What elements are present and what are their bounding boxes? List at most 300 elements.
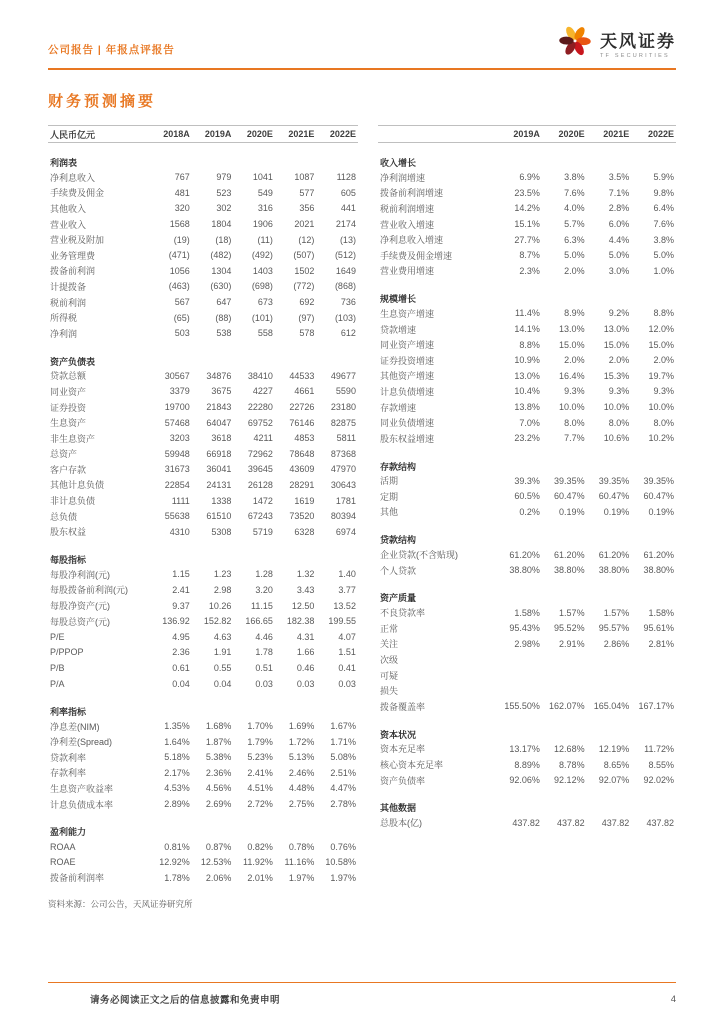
table-row <box>48 384 358 400</box>
cell-value: 5.0% <box>564 250 585 261</box>
cell-value: 7.6% <box>653 219 674 230</box>
cell-value: (13) <box>339 234 356 245</box>
section-title: 贷款结构 <box>379 535 416 546</box>
table-row <box>378 352 676 368</box>
section-title-row <box>378 446 676 473</box>
row-label: 净利润增速 <box>379 172 425 183</box>
table-row <box>378 337 676 353</box>
cell-value: 12.68% <box>554 743 585 754</box>
table-row <box>48 598 358 614</box>
row-label: 其他资产增速 <box>379 371 434 382</box>
cell-value: 21843 <box>206 402 232 413</box>
cell-value: 39.3% <box>514 475 540 486</box>
row-label: P/A <box>50 678 65 689</box>
row-label: 每股总资产(元) <box>50 616 110 627</box>
cell-value: 1.32 <box>296 569 315 580</box>
cell-value: (19) <box>173 234 190 245</box>
cell-value: 2.78% <box>330 799 356 810</box>
cell-value: 1056 <box>169 265 190 276</box>
cell-value: (88) <box>215 312 232 323</box>
cell-value: 13.52 <box>333 600 356 611</box>
cell-value: 7.7% <box>564 433 585 444</box>
section-title-row <box>378 143 676 170</box>
row-label: 营业收入增速 <box>379 219 434 230</box>
cell-value: 11.72% <box>644 743 674 754</box>
cell-value: 13.8% <box>514 402 540 413</box>
brand-name: 天风证券 <box>600 31 676 51</box>
cell-value: 64047 <box>206 417 232 428</box>
cell-value: 11.15 <box>251 600 273 611</box>
table-row <box>48 201 358 217</box>
cell-value: 47970 <box>330 464 356 475</box>
breadcrumb: 公司报告 | 年报点评报告 <box>48 44 175 56</box>
cell-value: 19.7% <box>648 370 674 381</box>
cell-value: 8.8% <box>519 339 540 350</box>
cell-value <box>497 667 542 683</box>
row-label: 资本充足率 <box>379 744 425 755</box>
row-label: 非生息资产 <box>50 433 96 444</box>
row-label: 贷款总额 <box>50 371 87 382</box>
row-label: 总负债 <box>50 511 78 522</box>
cell-value: 1.71% <box>330 736 356 747</box>
cell-value: 1.78 <box>255 647 273 658</box>
cell-value: 1.15 <box>172 569 190 580</box>
cell-value: 1568 <box>169 219 190 230</box>
table-row <box>378 430 676 446</box>
cell-value: 503 <box>174 328 190 339</box>
cell-value: 2.98 <box>213 584 232 595</box>
cell-value: 4.53% <box>164 783 190 794</box>
cell-value: 0.19% <box>603 506 630 517</box>
row-label: 拨备覆盖率 <box>379 701 425 712</box>
cell-value: 0.03 <box>296 678 315 689</box>
cell-value: 0.82% <box>247 841 273 852</box>
cell-value: 2.75% <box>288 799 315 810</box>
cell-value: 1.87% <box>205 736 232 747</box>
cell-value: 13.0% <box>514 370 540 381</box>
cell-value: 4.0% <box>564 203 585 214</box>
cell-value: 441 <box>340 203 356 214</box>
cell-value: 4.47% <box>330 783 356 794</box>
cell-value: 78648 <box>289 448 315 459</box>
cell-value: 3618 <box>211 433 232 444</box>
row-label: 同业资产增速 <box>379 340 434 351</box>
year-label: 2021E <box>587 126 632 143</box>
cell-value: 5.13% <box>288 752 315 763</box>
page-number: 4 <box>670 993 676 1005</box>
cell-value: 61.20% <box>554 549 585 560</box>
row-label: 拨备前利润率 <box>50 873 105 884</box>
cell-value: 1.58% <box>648 607 674 618</box>
cell-value: 567 <box>174 297 190 308</box>
cell-value: 22280 <box>247 402 273 413</box>
table-row <box>378 547 676 563</box>
cell-value <box>587 667 632 683</box>
cell-value: 4.63 <box>213 631 232 642</box>
cell-value: 10.6% <box>603 433 630 444</box>
table-row <box>48 446 358 462</box>
cell-value: 9.8% <box>653 187 674 198</box>
cell-value: 5.38% <box>205 752 232 763</box>
unit-label <box>378 126 497 143</box>
row-label: 生息资产 <box>50 418 87 429</box>
row-label: 所得税 <box>50 313 78 324</box>
cell-value: 1.67% <box>330 721 356 732</box>
cell-value: 155.50% <box>504 701 540 712</box>
section-title-row <box>378 788 676 815</box>
cell-value: 3.8% <box>564 172 585 183</box>
section-title: 资产质量 <box>379 593 416 604</box>
cell-value: 1041 <box>252 172 273 183</box>
cell-value: 4227 <box>252 386 273 397</box>
cell-value: 11.92% <box>243 857 273 868</box>
cell-value: 8.89% <box>514 759 540 770</box>
cell-value: 605 <box>340 187 356 198</box>
header-divider <box>48 68 676 70</box>
cell-value: 1.64% <box>164 736 190 747</box>
tf-securities-flower-icon <box>557 22 593 63</box>
cell-value: 2.3% <box>519 265 540 276</box>
cell-value: 2.0% <box>608 355 630 366</box>
cell-value: 0.46 <box>296 662 315 673</box>
cell-value: 5.7% <box>564 219 585 230</box>
table-row <box>48 430 358 446</box>
table-row <box>378 741 676 757</box>
cell-value: 82875 <box>330 417 356 428</box>
cell-value: 9.3% <box>608 386 630 397</box>
cell-value: 10.0% <box>603 402 630 413</box>
cell-value: 38.80% <box>643 565 674 576</box>
cell-value <box>497 683 542 699</box>
cell-value <box>587 683 632 699</box>
table-row <box>48 718 358 734</box>
page-header <box>48 22 676 63</box>
cell-value: 1.91 <box>213 647 232 658</box>
cell-value: 2.36 <box>172 647 190 658</box>
row-label: ROAA <box>50 841 76 852</box>
cell-value: (463) <box>168 281 190 292</box>
cell-value: 523 <box>216 187 232 198</box>
cell-value: 13.0% <box>603 324 630 335</box>
table-row <box>378 399 676 415</box>
cell-value: (507) <box>293 250 315 261</box>
cell-value: 12.50 <box>291 600 315 611</box>
section-title-row <box>48 812 358 839</box>
cell-value: 22726 <box>289 402 315 413</box>
row-label: 个人贷款 <box>379 565 416 576</box>
cell-value: 15.3% <box>603 370 630 381</box>
cell-value: 1.0% <box>653 265 674 276</box>
cell-value: 12.0% <box>648 324 674 335</box>
cell-value: 11.4% <box>515 308 540 319</box>
row-label: 生息资产增速 <box>379 308 434 319</box>
table-row <box>378 504 676 520</box>
table-row <box>48 279 358 295</box>
cell-value: 437.82 <box>512 817 540 828</box>
cell-value: 43609 <box>289 464 315 475</box>
cell-value: 22854 <box>164 479 190 490</box>
right-column <box>378 125 676 831</box>
cell-value: 2021 <box>294 219 315 230</box>
cell-value: 1.35% <box>164 721 190 732</box>
cell-value: 39.35% <box>598 475 630 486</box>
cell-value: 4211 <box>253 433 273 444</box>
cell-value: 30567 <box>164 370 190 381</box>
table-row <box>48 734 358 750</box>
cell-value: 8.65% <box>603 759 630 770</box>
table-row <box>48 765 358 781</box>
row-label: 净利差(Spread) <box>50 737 113 748</box>
cell-value: 5719 <box>252 526 273 537</box>
table-row <box>48 399 358 415</box>
cell-value: 3.8% <box>653 234 674 245</box>
cell-value: 0.03 <box>338 678 356 689</box>
cell-value: (492) <box>251 250 273 261</box>
cell-value: 24131 <box>206 479 232 490</box>
cell-value <box>542 683 587 699</box>
cell-value: 538 <box>216 328 232 339</box>
cell-value: 2.8% <box>608 203 630 214</box>
cell-value: 39.35% <box>554 475 585 486</box>
cell-value: 95.52% <box>554 623 585 634</box>
cell-value: 2.69% <box>205 799 232 810</box>
cell-value: 3.0% <box>608 265 630 276</box>
cell-value: 4.4% <box>608 234 630 245</box>
table-row <box>378 185 676 201</box>
cell-value: 1.57% <box>559 607 585 618</box>
cell-value: 316 <box>257 203 273 214</box>
cell-value: 1472 <box>252 495 273 506</box>
row-label: 计息负债成本率 <box>50 799 114 810</box>
row-label: 其他 <box>379 507 398 518</box>
table-row <box>48 796 358 812</box>
year-label: 2020E <box>542 126 587 143</box>
cell-value: 69752 <box>247 417 273 428</box>
cell-value: 0.19% <box>559 506 585 517</box>
cell-value: 3203 <box>169 433 190 444</box>
table-row <box>378 170 676 186</box>
cell-value: 16.4% <box>559 370 585 381</box>
cell-value: 0.87% <box>205 841 232 852</box>
table-row <box>378 247 676 263</box>
cell-value: 0.2% <box>519 506 540 517</box>
cell-value: 162.07% <box>549 701 585 712</box>
row-label: 拨备前利润增速 <box>379 188 443 199</box>
cell-value: 1087 <box>294 172 315 183</box>
cell-value: 4310 <box>169 526 190 537</box>
row-label: 净利润 <box>50 328 78 339</box>
table-row <box>48 660 358 676</box>
cell-value: 23.5% <box>514 187 540 198</box>
cell-value: 66918 <box>206 448 232 459</box>
cell-value: 3.20 <box>255 584 273 595</box>
cell-value: 28291 <box>289 479 315 490</box>
cell-value: 1338 <box>211 495 232 506</box>
cell-value <box>587 652 632 668</box>
cell-value: 3379 <box>169 386 190 397</box>
row-label: 净利息收入增速 <box>379 235 443 246</box>
cell-value: 38410 <box>247 370 273 381</box>
table-row <box>48 462 358 478</box>
cell-value: 95.57% <box>598 623 630 634</box>
row-label: 生息资产收益率 <box>50 783 114 794</box>
table-row <box>48 750 358 766</box>
cell-value: 1.68% <box>205 721 232 732</box>
section-title: 每股指标 <box>50 555 87 566</box>
cell-value: 34876 <box>206 370 232 381</box>
cell-value: 27.7% <box>514 234 540 245</box>
cell-value: 767 <box>174 172 190 183</box>
row-label: 税前利润增速 <box>379 203 434 214</box>
cell-value: 4853 <box>294 433 315 444</box>
table-row <box>378 772 676 788</box>
table-row <box>48 676 358 692</box>
section-title-row <box>378 279 676 306</box>
cell-value: 61.20% <box>598 549 630 560</box>
cell-value: 38.80% <box>554 565 585 576</box>
section-title-row <box>378 520 676 547</box>
cell-value: 31673 <box>164 464 190 475</box>
cell-value: 612 <box>340 328 356 339</box>
cell-value: 80394 <box>330 511 356 522</box>
cell-value: 61.20% <box>643 549 674 560</box>
cell-value: 2.0% <box>653 355 674 366</box>
cell-value: 92.06% <box>509 775 540 786</box>
section-title: 收入增长 <box>379 158 416 169</box>
section-title: 资本状况 <box>379 729 416 740</box>
cell-value: 2.86% <box>603 638 630 649</box>
table-row <box>48 477 358 493</box>
cell-value: 44533 <box>289 370 315 381</box>
cell-value: 87368 <box>330 448 356 459</box>
cell-value: 302 <box>216 203 232 214</box>
table-row <box>378 621 676 637</box>
cell-value: 3675 <box>211 386 232 397</box>
row-label: 每股净利润(元) <box>50 569 110 580</box>
cell-value: 549 <box>257 187 273 198</box>
year-header-row <box>378 126 676 143</box>
table-row <box>48 508 358 524</box>
cell-value: 10.0% <box>648 402 674 413</box>
cell-value: 6.4% <box>653 203 674 214</box>
section-title: 存款结构 <box>379 461 416 472</box>
table-row <box>378 321 676 337</box>
table-row <box>378 562 676 578</box>
cell-value: 4661 <box>294 386 315 397</box>
table-row <box>48 645 358 661</box>
cell-value: 4.46 <box>255 631 273 642</box>
table-row <box>48 839 358 855</box>
row-label: 同业负债增速 <box>379 418 434 429</box>
cell-value: 437.82 <box>601 817 630 828</box>
row-label: ROAE <box>50 857 76 868</box>
row-label: 总股本(亿) <box>379 818 422 829</box>
page-footer <box>48 982 676 1006</box>
row-label: 营业税及附加 <box>50 235 105 246</box>
row-label: 其他计息负债 <box>50 480 105 491</box>
cell-value: 38.80% <box>509 565 540 576</box>
cell-value: 4.07 <box>338 631 356 642</box>
cell-value: 8.0% <box>608 417 630 428</box>
cell-value: 2.17% <box>164 767 190 778</box>
cell-value: 10.4% <box>514 386 540 397</box>
cell-value: 59948 <box>164 448 190 459</box>
cell-value: 10.9% <box>514 355 540 366</box>
cell-value: 152.82 <box>203 616 232 627</box>
cell-value: 0.41 <box>338 662 356 673</box>
cell-value: 673 <box>257 297 273 308</box>
cell-value: 4.56% <box>205 783 232 794</box>
cell-value: 1.66 <box>296 647 315 658</box>
cell-value: 30643 <box>330 479 356 490</box>
row-label: 每股净资产(元) <box>50 601 110 612</box>
cell-value: 2.98% <box>514 638 540 649</box>
section-title: 其他数据 <box>379 803 416 814</box>
row-label: 每股拨备前利润(元) <box>50 585 128 596</box>
cell-value: 1.58% <box>514 607 540 618</box>
cell-value: 8.78% <box>559 759 585 770</box>
cell-value: 4.48% <box>288 783 315 794</box>
cell-value: 3.77 <box>338 584 356 595</box>
row-label: 总资产 <box>50 449 78 460</box>
financial-tables <box>48 125 676 910</box>
table-row <box>48 247 358 263</box>
cell-value: 11.16% <box>284 857 315 868</box>
cell-value: 7.6% <box>564 187 585 198</box>
row-label: 企业贷款(不含贴现) <box>379 550 458 561</box>
row-label: 手续费及佣金增速 <box>379 250 452 261</box>
cell-value: 1.23 <box>213 569 232 580</box>
row-label: 税前利润 <box>50 297 87 308</box>
cell-value <box>631 652 676 668</box>
table-row <box>378 815 676 831</box>
row-label: 存款增速 <box>379 402 416 413</box>
cell-value: 15.0% <box>648 339 674 350</box>
table-row <box>48 294 358 310</box>
cell-value: 1.78% <box>164 872 190 883</box>
cell-value: 1781 <box>335 495 356 506</box>
cell-value: 320 <box>174 203 190 214</box>
cell-value: 736 <box>340 297 356 308</box>
cell-value: 0.78% <box>288 841 315 852</box>
cell-value: 182.38 <box>286 616 315 627</box>
cell-value: 1804 <box>211 219 232 230</box>
table-row <box>378 306 676 322</box>
table-row <box>48 415 358 431</box>
cell-value: 4.31 <box>296 631 315 642</box>
row-label: 营业费用增速 <box>379 266 434 277</box>
cell-value: 0.04 <box>172 678 190 689</box>
cell-value: 72962 <box>247 448 273 459</box>
row-label: 其他收入 <box>50 203 87 214</box>
cell-value: 49677 <box>330 370 356 381</box>
row-label: 营业收入 <box>50 219 87 230</box>
cell-value: 1.97% <box>288 872 315 883</box>
row-label: P/E <box>50 631 65 642</box>
unit-label: 人民币亿元 <box>48 126 150 143</box>
table-row <box>48 325 358 341</box>
cell-value: 2174 <box>335 219 356 230</box>
footer-disclaimer: 请务必阅读正文之后的信息披露和免责申明 <box>90 995 281 1006</box>
cell-value: 437.82 <box>646 817 674 828</box>
row-label: 拨备前利润 <box>50 266 96 277</box>
row-label: P/B <box>50 662 65 673</box>
cell-value: 60.47% <box>598 491 630 502</box>
cell-value: 19700 <box>164 402 190 413</box>
cell-value: 15.0% <box>603 339 630 350</box>
row-label: 股东权益增速 <box>379 433 434 444</box>
cell-value: 13.17% <box>509 743 540 754</box>
